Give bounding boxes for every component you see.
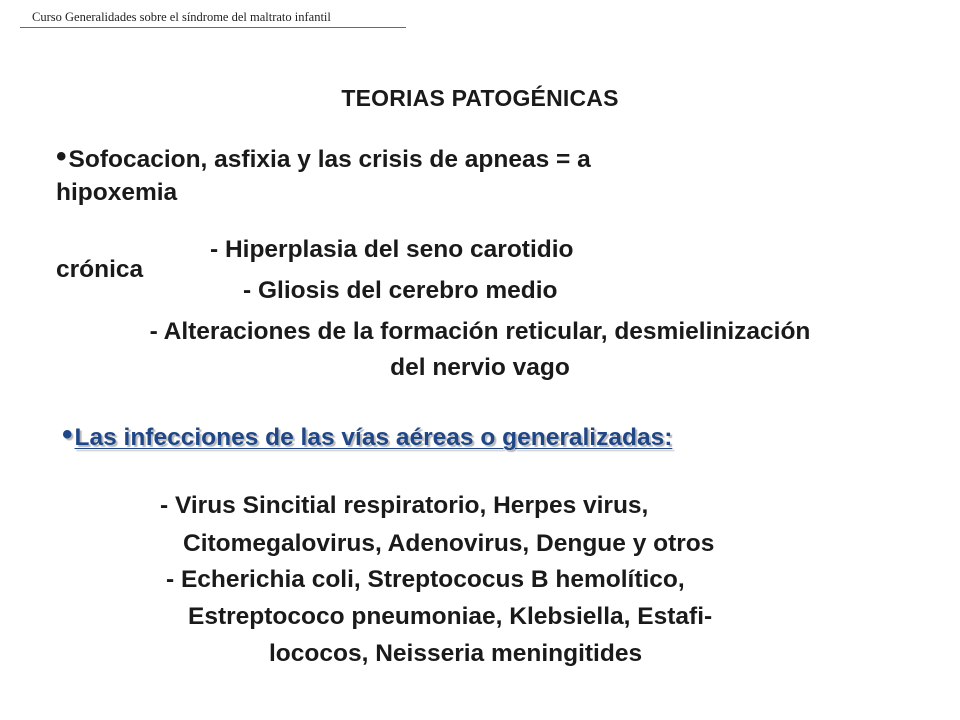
bullet-hypoxemia-text: Sofocacion, asfixia y las crisis de apneas = a: [68, 146, 591, 173]
bullet-icon: •: [62, 418, 73, 451]
item-alteraciones: - Alteraciones de la formación reticular, desmielinización: [149, 318, 811, 345]
bullet-infecciones: [62, 420, 672, 453]
header-course-title: Curso Generalidades sobre el síndrome del maltrato infantil: [32, 10, 331, 24]
header-underline: [20, 27, 406, 28]
item-bacteria-line2: Estreptococo pneumoniae, Klebsiella, Estafi-: [188, 603, 713, 630]
bullet-hypoxemia-line2: hipoxemia: [56, 179, 178, 206]
slide-title: TEORIAS PATOGÉNICAS: [341, 85, 619, 111]
bullet-infecciones-heading: Las infecciones de las vías aéreas o generalizadas:: [74, 424, 673, 451]
item-bacteria-line3: lococos, Neisseria meningitides: [269, 640, 643, 667]
bullet-hypoxemia-line3: crónica: [56, 256, 144, 283]
item-gliosis: - Gliosis del cerebro medio: [243, 277, 558, 304]
item-virus-line2: Citomegalovirus, Adenovirus, Dengue y otros: [183, 530, 715, 557]
item-hiperplasia: - Hiperplasia del seno carotidio: [210, 236, 574, 263]
item-virus-line1: - Virus Sincitial respiratorio, Herpes virus,: [160, 492, 649, 519]
bullet-icon: •: [56, 140, 67, 173]
item-nervio-vago: del nervio vago: [390, 354, 570, 381]
bullet-hypoxemia-line1: [56, 142, 591, 175]
item-bacteria-line1: - Echerichia coli, Streptococus B hemolítico,: [166, 566, 685, 593]
